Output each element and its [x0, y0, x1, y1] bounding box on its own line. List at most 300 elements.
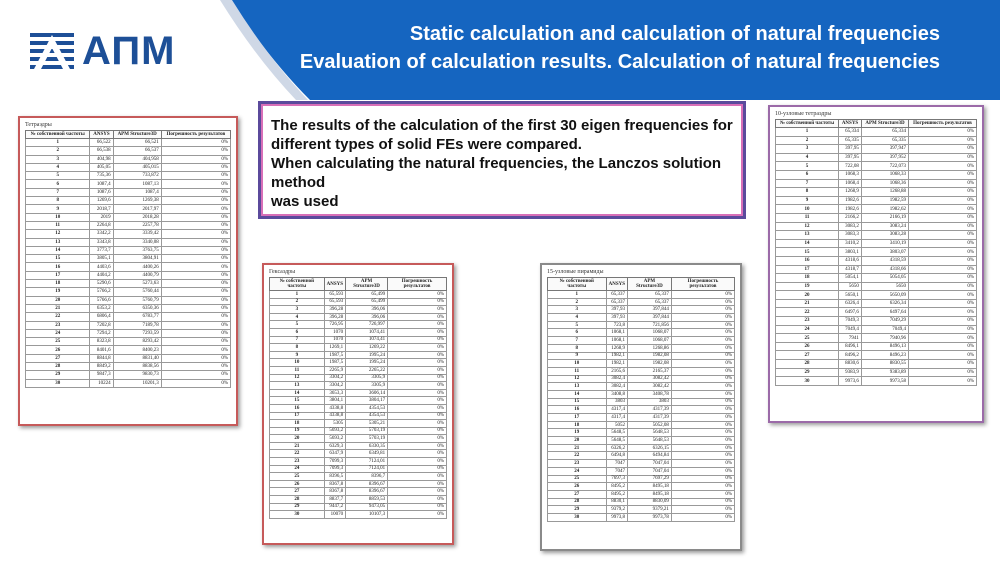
table-cell: 0%: [388, 328, 447, 336]
table-cell: 6497,6: [839, 308, 862, 317]
table-cell: 397,95: [839, 153, 862, 162]
table-cell: 4404,2: [90, 271, 113, 279]
table-cell: 1268,86: [628, 344, 672, 352]
table-row: [776, 342, 977, 351]
table-cell: 22: [548, 452, 607, 460]
table-cell: 5760,44: [113, 288, 161, 296]
table-cell: 1: [270, 291, 325, 299]
table-row: [270, 465, 447, 473]
column-header: Погрешность результатов: [161, 131, 230, 139]
table-cell: 0%: [161, 321, 230, 329]
table-row: [548, 306, 735, 314]
table-cell: 4317,4: [606, 406, 627, 414]
table-cell: 1: [26, 139, 90, 147]
table-cell: 0%: [388, 344, 447, 352]
table-cell: 7124,01: [346, 465, 388, 473]
table-row: [26, 238, 231, 246]
table-cell: 0%: [388, 496, 447, 504]
table-cell: 0%: [388, 336, 447, 344]
table-cell: 0%: [909, 128, 977, 137]
table-cell: 1982,59: [861, 196, 908, 205]
table-cell: 10: [548, 360, 607, 368]
table-row: [548, 360, 735, 368]
table-cell: 10070: [324, 511, 345, 519]
table-cell: 0%: [909, 222, 977, 231]
table-cell: 4: [776, 153, 839, 162]
table-cell: 13: [26, 238, 90, 246]
table-cell: 7049,3: [839, 317, 862, 326]
pyramids-table-card: [540, 263, 742, 551]
note-line-1: The results of the calculation of the first 30 eigen frequencies for: [271, 117, 733, 134]
table-row: [776, 153, 977, 162]
table-cell: 397,93: [606, 314, 627, 322]
table-cell: 5054,05: [861, 274, 908, 283]
table-row: [26, 304, 231, 312]
table-cell: 1087,4: [113, 188, 161, 196]
table-cell: 3082,42: [628, 375, 672, 383]
table-cell: 15: [270, 397, 325, 405]
table-cell: 6326,2: [606, 444, 627, 452]
tetrahedra-table-card: [18, 116, 238, 426]
table-row: [548, 483, 735, 491]
table-row: [548, 298, 735, 306]
table-row: [270, 366, 447, 374]
table-cell: 15: [548, 398, 607, 406]
table-cell: 1070: [324, 328, 345, 336]
table-row: [26, 271, 231, 279]
table-row: [776, 188, 977, 197]
table-row: [270, 328, 447, 336]
table-cell: 19: [26, 288, 90, 296]
table-row: [270, 382, 447, 390]
table-cell: 3: [776, 145, 839, 154]
table-cell: 24: [548, 467, 607, 475]
table-cell: 0%: [388, 351, 447, 359]
table-cell: 30: [548, 513, 607, 521]
table-cell: 28: [776, 360, 839, 369]
table-cell: 722,08: [839, 162, 862, 171]
table-cell: 0%: [909, 145, 977, 154]
table-cell: 4318,66: [861, 265, 908, 274]
table-cell: 20: [26, 296, 90, 304]
table-cell: 16: [548, 406, 607, 414]
table-cell: 0%: [671, 490, 734, 498]
table-cell: 17: [26, 271, 90, 279]
table-cell: 721,856: [628, 321, 672, 329]
table-cell: 1982,08: [628, 360, 672, 368]
table-row: [776, 308, 977, 317]
table-cell: 2165,37: [628, 367, 672, 375]
column-header: APM Structure3D: [113, 131, 161, 139]
table-cell: 65,337: [606, 291, 627, 299]
table-row: [776, 196, 977, 205]
table-cell: 0%: [671, 306, 734, 314]
table-cell: 0%: [388, 404, 447, 412]
table-cell: 20: [270, 435, 325, 443]
table-cell: 7940,96: [861, 334, 908, 343]
table-cell: 1068,07: [628, 329, 672, 337]
table-row: [270, 389, 447, 397]
table-cell: 0%: [671, 321, 734, 329]
table-cell: 0%: [909, 325, 977, 334]
table-cell: 396,06: [346, 306, 388, 314]
table-cell: 1269,1: [324, 344, 345, 352]
table-cell: 7047,04: [628, 460, 672, 468]
table-cell: 396,28: [324, 306, 345, 314]
table-cell: 65,337: [628, 291, 672, 299]
table-cell: 13: [776, 231, 839, 240]
table-cell: 6330,35: [346, 442, 388, 450]
table-cell: 4318,6: [839, 256, 862, 265]
table-cell: 0%: [671, 352, 734, 360]
table-cell: 26: [270, 480, 325, 488]
column-header: № собственной частоты: [26, 131, 90, 139]
table-cell: 9830,73: [113, 371, 161, 379]
table-row: [776, 265, 977, 274]
table-cell: 16: [270, 404, 325, 412]
table-cell: 3803,07: [861, 248, 908, 257]
table-cell: 9973,78: [628, 513, 672, 521]
table-cell: 0%: [161, 255, 230, 263]
table-row: [26, 155, 231, 163]
table-cell: 21: [776, 299, 839, 308]
table-cell: 1068,1: [606, 329, 627, 337]
table-cell: 0%: [388, 458, 447, 466]
table-cell: 7697,29: [628, 475, 672, 483]
table-cell: 1: [548, 291, 607, 299]
table-cell: 18: [548, 421, 607, 429]
column-header: ANSYS: [606, 278, 627, 291]
table-cell: 0%: [388, 511, 447, 519]
table-cell: 11: [548, 367, 607, 375]
table-cell: 6353,2: [90, 304, 113, 312]
table-cell: 23: [776, 317, 839, 326]
table-cell: 0%: [909, 342, 977, 351]
table-cell: 1087,4: [90, 180, 113, 188]
table-row: [26, 246, 231, 254]
table-header-row: [548, 278, 735, 291]
table-cell: 8396,67: [346, 488, 388, 496]
column-header: ANSYS: [90, 131, 113, 139]
table-cell: 29: [26, 371, 90, 379]
table-cell: 3339,42: [113, 230, 161, 238]
table-row: [776, 360, 977, 369]
table-cell: 66,538: [90, 147, 113, 155]
table-cell: 3: [270, 306, 325, 314]
table-cell: 65,499: [346, 298, 388, 306]
table-cell: 8849,2: [90, 363, 113, 371]
table-cell: 0%: [161, 313, 230, 321]
table-cell: 19: [270, 427, 325, 435]
table-cell: 0%: [161, 288, 230, 296]
table-cell: 2166,2: [839, 213, 862, 222]
table-row: [548, 460, 735, 468]
table-row: [548, 490, 735, 498]
table-cell: 15: [776, 248, 839, 257]
table-cell: 0%: [388, 291, 447, 299]
table-cell: 22: [776, 308, 839, 317]
table-cell: 5693,2: [324, 435, 345, 443]
table-cell: 20: [548, 437, 607, 445]
table-cell: 5273,63: [113, 280, 161, 288]
table-cell: 1982,1: [606, 352, 627, 360]
table-cell: 0%: [161, 304, 230, 312]
table-cell: 0%: [671, 390, 734, 398]
table-cell: 3408,8: [606, 390, 627, 398]
table-cell: 30: [26, 379, 90, 387]
table-cell: 0%: [671, 329, 734, 337]
table-cell: 9447,2: [324, 503, 345, 511]
table-cell: 0%: [909, 153, 977, 162]
table-cell: 4400,79: [113, 271, 161, 279]
table-cell: 5: [270, 321, 325, 329]
table-cell: 0%: [671, 444, 734, 452]
table-cell: 8: [776, 188, 839, 197]
table-cell: 9: [270, 351, 325, 359]
table-cell: 21: [26, 304, 90, 312]
table-cell: 0%: [161, 147, 230, 155]
column-header: ANSYS: [324, 278, 345, 291]
table-cell: 8396,5: [324, 473, 345, 481]
table-row: [26, 263, 231, 271]
table-row: [776, 239, 977, 248]
table-cell: 0%: [909, 291, 977, 300]
table-row: [26, 354, 231, 362]
table-cell: 24: [776, 325, 839, 334]
table-cell: 15: [26, 255, 90, 263]
table-row: [26, 205, 231, 213]
table-row: [26, 147, 231, 155]
table-cell: 3: [548, 306, 607, 314]
table-cell: 7049,29: [861, 317, 908, 326]
table-cell: 7047: [606, 460, 627, 468]
table-cell: 726,997: [346, 321, 388, 329]
table-cell: 726,95: [324, 321, 345, 329]
table-cell: 0%: [909, 308, 977, 317]
table-cell: 8838,56: [113, 363, 161, 371]
title-line-2: Evaluation of calculation results. Calculation of natural frequencies: [299, 51, 940, 73]
table-row: [548, 452, 735, 460]
table-cell: 3410,19: [861, 239, 908, 248]
table-cell: 5648,5: [606, 429, 627, 437]
table-cell: 0%: [671, 414, 734, 422]
table-cell: 26: [26, 346, 90, 354]
table-cell: 20: [776, 291, 839, 300]
table-cell: 6347,9: [324, 450, 345, 458]
table-row: [270, 496, 447, 504]
table-row: [26, 197, 231, 205]
table-cell: 0%: [388, 412, 447, 420]
table-cell: 8495,18: [628, 490, 672, 498]
table-cell: 27: [548, 490, 607, 498]
column-header: № собственной частоты: [548, 278, 607, 291]
table-cell: 14: [270, 389, 325, 397]
table-cell: 13: [270, 382, 325, 390]
table-cell: 6349,81: [346, 450, 388, 458]
table-cell: 1068,3: [839, 170, 862, 179]
table-cell: 0%: [671, 460, 734, 468]
table-cell: 6: [776, 170, 839, 179]
table-cell: 65,593: [324, 298, 345, 306]
table-cell: 3805,1: [90, 255, 113, 263]
table-row: [548, 513, 735, 521]
table-cell: 0%: [161, 139, 230, 147]
table-row: [548, 375, 735, 383]
table-cell: 0%: [161, 354, 230, 362]
table-cell: 2265,22: [346, 366, 388, 374]
table-cell: 0%: [909, 196, 977, 205]
table-cell: 5760,79: [113, 296, 161, 304]
table-row: [26, 371, 231, 379]
table-cell: 396,06: [346, 313, 388, 321]
table-cell: 8293,42: [113, 338, 161, 346]
table-cell: 7: [548, 337, 607, 345]
table-cell: 1068,07: [628, 337, 672, 345]
table-cell: 3773,7: [90, 246, 113, 254]
table-cell: 1982,1: [606, 360, 627, 368]
table-cell: 5650,09: [861, 291, 908, 300]
table-cell: 0%: [909, 360, 977, 369]
table-title: Тетраэдры: [25, 122, 52, 128]
table-cell: 4400,26: [113, 263, 161, 271]
table-cell: 4318,59: [861, 256, 908, 265]
table-cell: 3804,1: [324, 397, 345, 405]
logo-text: АПМ: [82, 28, 176, 73]
table-cell: 0%: [161, 371, 230, 379]
table-row: [26, 188, 231, 196]
table-cell: 0%: [909, 188, 977, 197]
table-row: [548, 467, 735, 475]
table-cell: 4: [548, 314, 607, 322]
table-row: [548, 337, 735, 345]
table-cell: 11: [26, 221, 90, 229]
table-cell: 3083,2: [839, 222, 862, 231]
table-row: [26, 346, 231, 354]
table-cell: 7047: [606, 467, 627, 475]
table-cell: 5052,08: [628, 421, 672, 429]
table-cell: 7202,8: [90, 321, 113, 329]
table-cell: 3803,1: [839, 248, 862, 257]
table-cell: 17: [548, 414, 607, 422]
table-cell: 65,337: [628, 298, 672, 306]
table-header-row: [776, 120, 977, 128]
table-cell: 1982,08: [628, 352, 672, 360]
table-cell: 65,335: [839, 136, 862, 145]
table-cell: 0%: [388, 450, 447, 458]
table-cell: 0%: [909, 231, 977, 240]
table-cell: 18: [26, 280, 90, 288]
table-cell: 8496,2: [839, 351, 862, 360]
table-cell: 8844,8: [90, 354, 113, 362]
table-cell: 2: [26, 147, 90, 155]
table-row: [548, 414, 735, 422]
table-row: [776, 179, 977, 188]
table-cell: 5703,19: [346, 427, 388, 435]
table-cell: 8396,7: [346, 473, 388, 481]
column-header: Погрешность результатов: [909, 120, 977, 128]
table-cell: 0%: [909, 299, 977, 308]
table-cell: 7099,3: [324, 465, 345, 473]
table-cell: 0%: [671, 291, 734, 299]
table-cell: 7: [26, 188, 90, 196]
table-cell: 8496,23: [861, 351, 908, 360]
table-cell: 735,36: [90, 172, 113, 180]
table-cell: 7293,59: [113, 329, 161, 337]
table-cell: 0%: [909, 179, 977, 188]
table-cell: 0%: [388, 420, 447, 428]
table-cell: 0%: [909, 162, 977, 171]
table-cell: 1087,13: [113, 180, 161, 188]
table-cell: 7697,3: [606, 475, 627, 483]
table-cell: 7294,2: [90, 329, 113, 337]
table-row: [26, 180, 231, 188]
table-row: [776, 213, 977, 222]
table-cell: 0%: [161, 346, 230, 354]
table-cell: 0%: [671, 337, 734, 345]
table-cell: 6: [548, 329, 607, 337]
table-cell: 16: [26, 263, 90, 271]
table-cell: 1995,24: [346, 359, 388, 367]
tetrahedra10-table-card: [768, 105, 984, 423]
table-cell: 3083,24: [861, 222, 908, 231]
table-cell: 5648,53: [628, 429, 672, 437]
table-row: [548, 437, 735, 445]
table-cell: 0%: [909, 170, 977, 179]
table-cell: 5693,2: [324, 427, 345, 435]
table-cell: 3083,3: [839, 231, 862, 240]
table-row: [26, 329, 231, 337]
table-row: [548, 329, 735, 337]
table-row: [776, 299, 977, 308]
table-row: [548, 321, 735, 329]
table-cell: 0%: [671, 483, 734, 491]
table-cell: 0%: [161, 280, 230, 288]
table-cell: 0%: [161, 271, 230, 279]
table-cell: 17: [270, 412, 325, 420]
table-cell: 2166,19: [861, 213, 908, 222]
table-cell: 0%: [909, 368, 977, 377]
table-row: [26, 255, 231, 263]
table-cell: 6350,36: [113, 304, 161, 312]
table-cell: 9: [776, 196, 839, 205]
table-cell: 397,952: [861, 153, 908, 162]
table-cell: 0%: [388, 313, 447, 321]
table-cell: 404,98: [90, 155, 113, 163]
table-row: [270, 397, 447, 405]
table-row: [776, 291, 977, 300]
frequency-table: [547, 277, 735, 522]
table-cell: 8367,8: [324, 488, 345, 496]
table-cell: 8831,40: [113, 354, 161, 362]
table-header-row: [270, 278, 447, 291]
table-cell: 3082,4: [606, 375, 627, 383]
table-cell: 8401,6: [90, 346, 113, 354]
table-cell: 3408,78: [628, 390, 672, 398]
table-cell: 26: [776, 342, 839, 351]
table-cell: 0%: [161, 329, 230, 337]
table-cell: 0%: [161, 379, 230, 387]
table-cell: 10: [270, 359, 325, 367]
table-cell: 2019: [90, 213, 113, 221]
table-cell: 1087,6: [90, 188, 113, 196]
table-row: [776, 136, 977, 145]
table-cell: 3304,2: [324, 374, 345, 382]
table-cell: 9383,89: [861, 368, 908, 377]
table-cell: 0%: [388, 298, 447, 306]
table-row: [270, 404, 447, 412]
table-cell: 1987,5: [324, 359, 345, 367]
table-cell: 8: [270, 344, 325, 352]
